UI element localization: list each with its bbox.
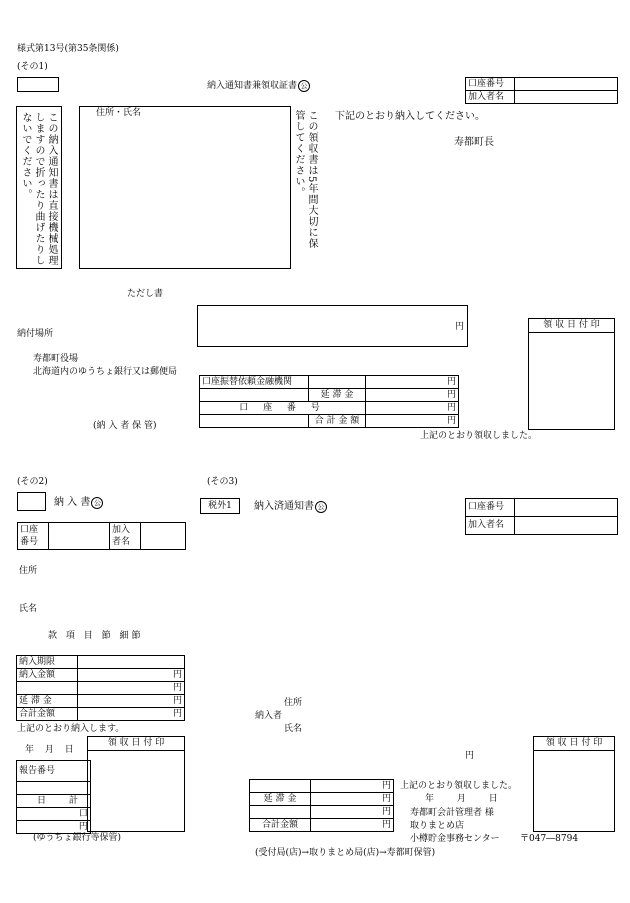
- part3-date-label: 年 月 日: [425, 794, 508, 804]
- part3-late-fee-label: 延 滞 金: [250, 793, 311, 806]
- part3-amount-table: [249, 779, 394, 832]
- account-number-yen: 円: [366, 402, 459, 415]
- part2-name-label: 氏名: [19, 604, 38, 614]
- bank-label: 口座振替依頼金融機関: [200, 376, 309, 389]
- form-number: 様式第13号(第35条関係): [17, 44, 119, 54]
- part3-yen-1: 円: [311, 780, 394, 793]
- part2-receipt-stamp-label: 領 収 日 付 印: [87, 736, 185, 751]
- machine-process-note: この納入通知書は直接機械処理しますので折ったり曲げたりしないでください。: [20, 112, 57, 266]
- town-mayor: 寿都町長: [454, 137, 494, 148]
- part2-account-table: [17, 522, 186, 550]
- late-fee-label: 延 滞 金: [17, 695, 78, 708]
- routing-note: (受付局(店)→取りまとめ局(店)→寿都町保管): [255, 848, 436, 858]
- subscriber-label: 加入者名: [466, 91, 515, 104]
- keep-five-years-note: この領収書は5年間大切に保管してください。: [293, 110, 317, 250]
- public-circle-icon: 公: [298, 80, 310, 92]
- amount-yen: 円: [455, 322, 465, 332]
- received-note-part1: 上記のとおり領収しました。: [420, 431, 538, 441]
- part3-late-fee-yen: 円: [311, 793, 394, 806]
- day-total-yen: 円: [17, 821, 91, 834]
- total-label: 合計金額: [17, 708, 78, 721]
- part2-subscriber-label: 加入者名: [110, 523, 141, 550]
- kuchi-unit: 口: [17, 808, 91, 821]
- tax-exempt-box: 税外1: [200, 498, 240, 514]
- account-no-label: 口座番号: [466, 78, 515, 91]
- report-number-label: 報告番号: [17, 761, 91, 782]
- report-table: [16, 760, 91, 834]
- part2-address-label: 住所: [19, 566, 38, 576]
- payer-keep-note: (納 入 者 保 管): [93, 421, 157, 431]
- serial-box: [17, 77, 59, 92]
- pay-instruction: 下記のとおり納入してください。: [335, 111, 485, 122]
- pay-note: 上記のとおり納入します。: [17, 724, 125, 734]
- total-yen: 円: [366, 415, 459, 428]
- budget-categories: 款 項 目 節 細節: [48, 631, 144, 641]
- postal-code: 〒047―8794: [520, 834, 579, 844]
- extra-yen: 円: [78, 682, 185, 695]
- part3-amount-yen: 円: [465, 751, 475, 761]
- part3-account-label: 口座番号: [466, 499, 515, 517]
- part2-account-label: 口座番号: [18, 523, 49, 550]
- part3-subscriber-label: 加入者名: [466, 517, 515, 535]
- part3-total-yen: 円: [311, 819, 394, 832]
- bank-transfer-table: [199, 375, 459, 428]
- accountant-name: 寿都町会計管理者 様: [410, 808, 494, 818]
- late-fee-yen: 円: [78, 695, 185, 708]
- receipt-stamp-label-part1: 領 収 日 付 印: [528, 318, 615, 333]
- part2-amount-table: [16, 655, 185, 721]
- payment-place-post-office: 北海道内のゆうちょ銀行又は郵便局: [33, 367, 178, 377]
- account-no-value: [515, 78, 618, 91]
- address-name-box: [79, 106, 291, 269]
- public-circle-icon: 公: [91, 497, 103, 509]
- part3-label: (その3): [207, 477, 238, 487]
- collector-label: 取りまとめ店: [410, 821, 465, 831]
- account-table-part1: [465, 77, 618, 104]
- account-number-label: 口 座 番 号: [200, 402, 366, 415]
- part3-receipt-stamp-label: 領 収 日 付 印: [533, 736, 615, 751]
- payment-place-label: 納付場所: [17, 329, 54, 339]
- amount-yen: 円: [78, 669, 185, 682]
- amount-box: [197, 305, 468, 347]
- address-name-label: 住所・氏名: [96, 108, 142, 118]
- savings-center: 小樽貯金事務センター: [410, 834, 500, 844]
- part2-label: (その2): [17, 477, 48, 487]
- late-fee-label: 延 滞 金: [309, 389, 366, 402]
- part2-keep-note: (ゆうちょ銀行等保管): [33, 833, 122, 843]
- part3-total-label: 合計金額: [250, 819, 311, 832]
- public-circle-icon: 公: [315, 501, 327, 513]
- receipt-stamp-box-part1: [528, 318, 615, 430]
- part3-yen-3: 円: [311, 806, 394, 819]
- part3-name-label: 氏名: [284, 724, 303, 734]
- due-date-label: 納入期限: [17, 656, 78, 669]
- payment-place-town-office: 寿都町役場: [33, 354, 79, 364]
- part3-account-table: [465, 498, 618, 535]
- day-total-label: 日 計: [17, 795, 91, 808]
- part2-date-label: 年 月 日: [25, 745, 78, 755]
- part2-title: 納 入 書 公: [54, 497, 103, 509]
- amount-label: 納入金額: [17, 669, 78, 682]
- part3-title: 納入済通知書 公: [254, 501, 327, 513]
- total-label: 合 計 金 額: [309, 415, 366, 428]
- title-receipt-notice: 納入通知書兼領収証書 公: [207, 80, 310, 92]
- total-yen: 円: [78, 708, 185, 721]
- part1-label: (その1): [17, 62, 48, 72]
- part2-serial-box: [17, 492, 46, 511]
- subscriber-value: [515, 91, 618, 104]
- bank-yen: 円: [366, 376, 459, 389]
- late-fee-yen: 円: [366, 389, 459, 402]
- tadashi-label: ただし書: [127, 289, 164, 299]
- part3-address-label: 住所: [284, 698, 303, 708]
- part3-payer-label: 納入者: [255, 711, 283, 721]
- part3-received-note: 上記のとおり領収しました。: [400, 781, 518, 791]
